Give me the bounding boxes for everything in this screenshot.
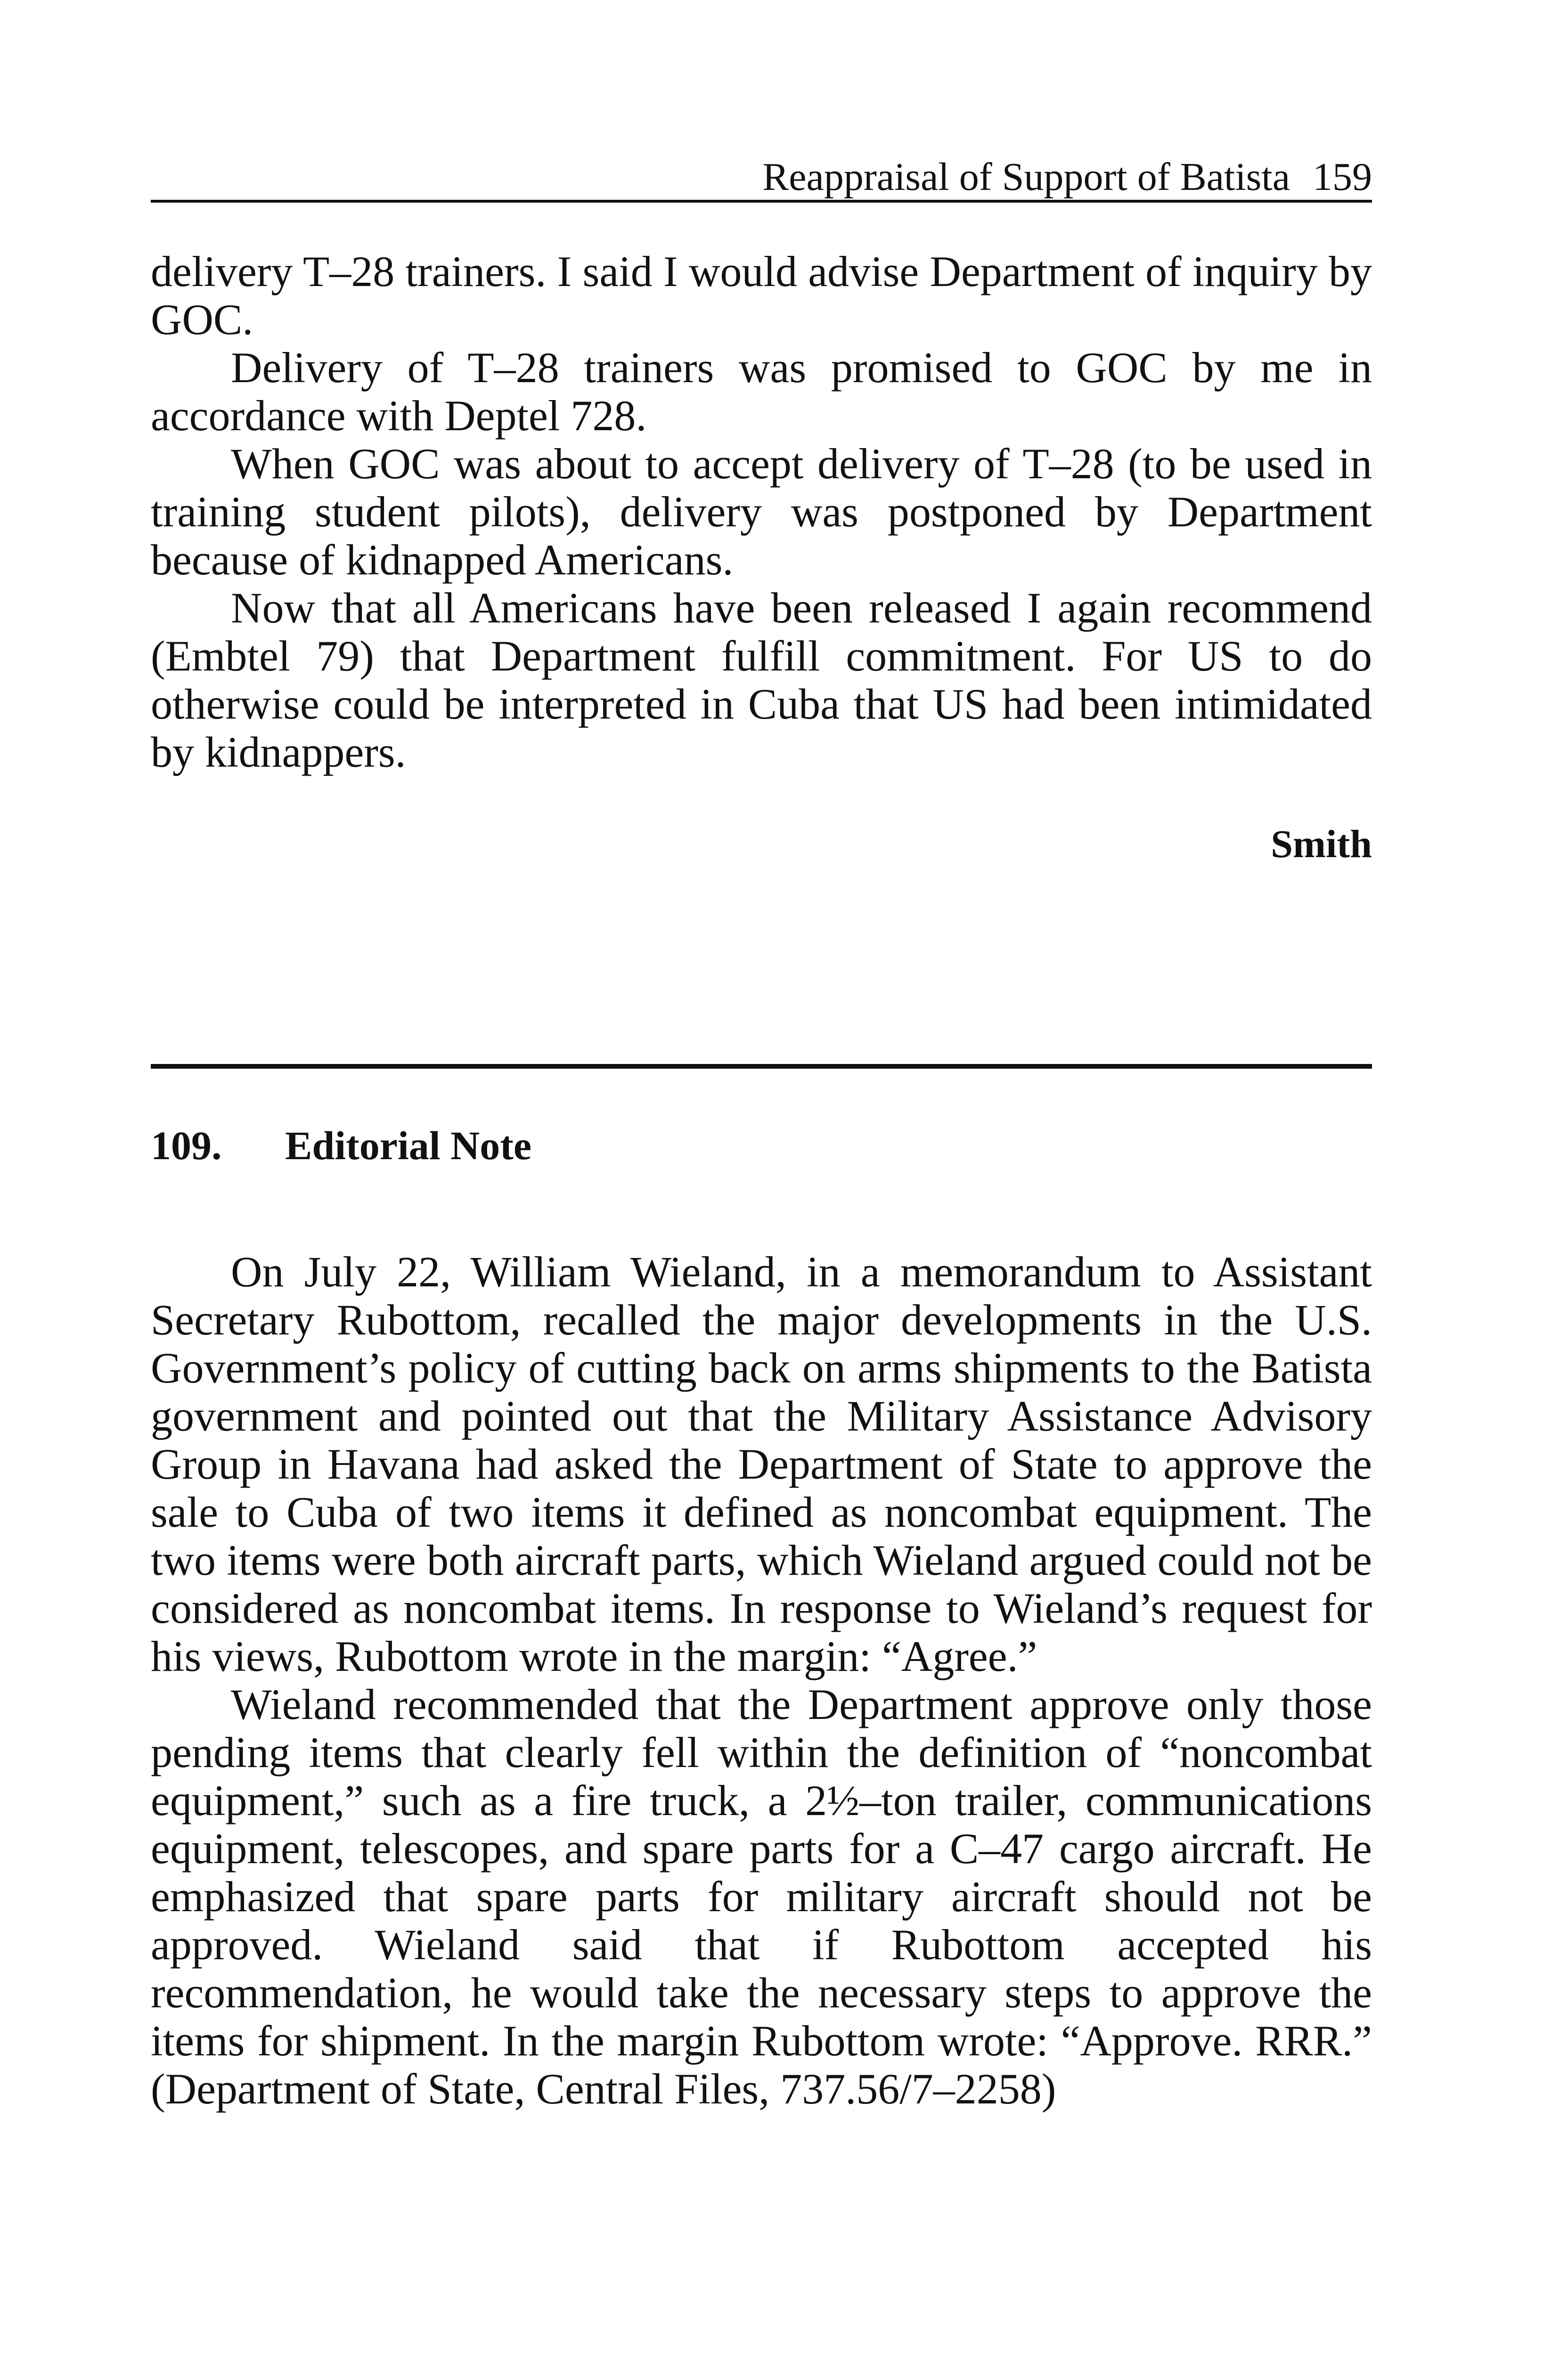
running-header <box>151 141 1372 203</box>
paragraph: When GOC was about to accept delivery of T–28 (to be used in training student pilots), delivery was postponed by Department because of kidnapped Americans. <box>151 440 1372 584</box>
header-text <box>762 157 1372 197</box>
telegram-text <box>151 247 1372 776</box>
paragraph: Wieland recommended that the Department approve only those pending items that clearly fell within the definition of “noncombat equipment,” such as a fire truck, a 2½–ton trailer, communications equipment, telescopes, and spare parts for a C–47 cargo aircraft. He emphasized that spare parts for military aircraft should not be approved. Wieland said that if Rubottom accepted his recommendation, he would take the necessary steps to approve the items for shipment. In the margin Rubottom wrote: “Approve. RRR.” (Department of State, Central Files, 737.56/7–2258) <box>151 1680 1372 2113</box>
page-number: 159 <box>1313 155 1372 199</box>
signature: Smith <box>1271 822 1372 866</box>
running-title: Reappraisal of Support of Batista <box>762 155 1290 199</box>
paragraph: Delivery of T–28 trainers was promised to GOC by me in accordance with Deptel 728. <box>151 344 1372 440</box>
paragraph: delivery T–28 trainers. I said I would advise Department of inquiry by GOC. <box>151 247 1372 344</box>
paragraph: On July 22, William Wieland, in a memorandum to Assistant Secretary Rubottom, recalled the major developments in the U.S. Government’s policy of cutting back on arms shipments to the Batista government and pointed out that the Military Assistance Advisory Group in Havana had asked the Department of State to approve the sale to Cuba of two items it defined as noncombat equipment. The two items were both aircraft parts, which Wieland argued could not be considered as noncombat items. In response to Wieland’s request for his views, Rubottom wrote in the margin: “Agree.” <box>151 1248 1372 1680</box>
paragraph: Now that all Americans have been released I again recommend (Embtel 79) that Department fulfill commitment. For US to do otherwise could be interpreted in Cuba that US had been intimidated by kidnappers. <box>151 584 1372 776</box>
section-number: 109. <box>151 1123 222 1168</box>
section-title: Editorial Note <box>285 1123 532 1168</box>
section-divider <box>151 1064 1372 1069</box>
editorial-note-text <box>151 1248 1372 2113</box>
section-heading <box>151 1125 531 1166</box>
